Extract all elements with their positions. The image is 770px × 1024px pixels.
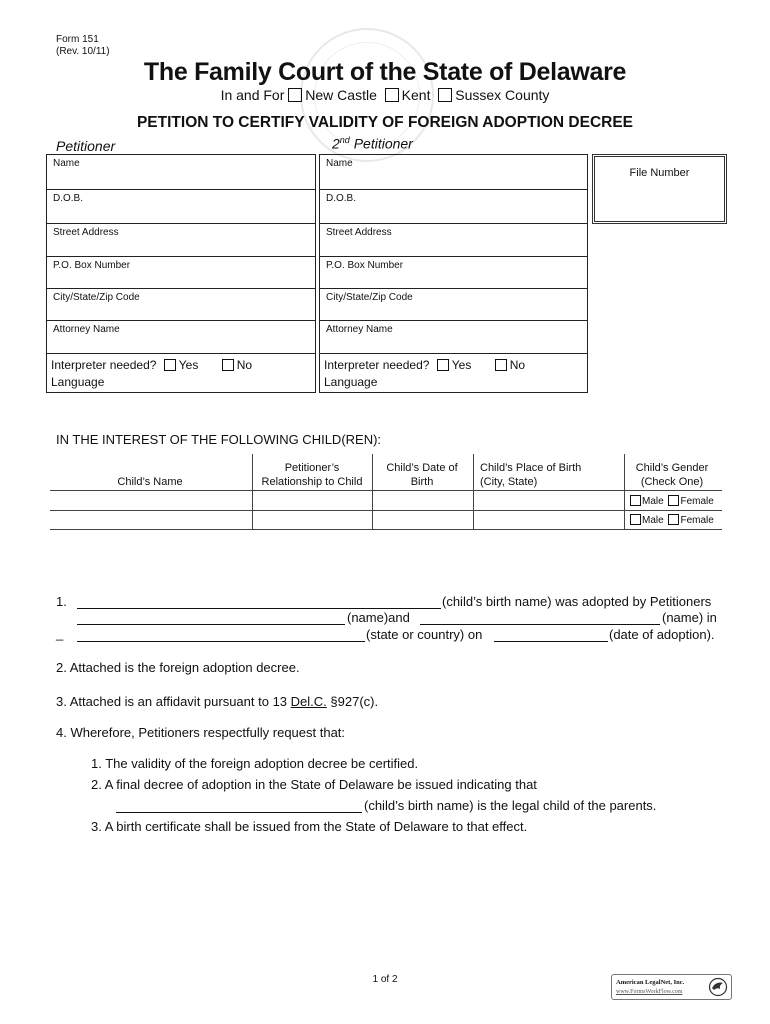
petitioner2-pobox-field[interactable] (319, 256, 588, 289)
field-label: P.O. Box Number (326, 260, 404, 271)
petitioner-street-field[interactable] (46, 223, 316, 257)
state-country-blank[interactable] (77, 641, 365, 642)
field-label: Street Address (53, 227, 119, 238)
col-place (475, 461, 605, 489)
petition-title: PETITION TO CERTIFY VALIDITY OF FOREIGN ADOPTION DECREE (136, 114, 634, 131)
female-label: Female (680, 496, 714, 507)
petitioner-heading: Petitioner (56, 138, 116, 154)
col-relationship (252, 461, 372, 489)
form-number: Form 151 (56, 34, 99, 45)
p1-text-c: (name) in (662, 610, 717, 625)
file-number-label: File Number (629, 167, 690, 179)
request-2-cont: (child’s birth name) is the legal child of the parents. (364, 798, 657, 813)
petitioner2-number: 2 (332, 135, 340, 152)
eagle-logo-icon (708, 977, 728, 997)
field-label: City/State/Zip Code (326, 292, 413, 303)
gender-row-1 (630, 495, 714, 507)
interpreter-yes-checkbox[interactable] (164, 359, 176, 371)
sussex-checkbox[interactable] (438, 88, 452, 102)
kent-checkbox[interactable] (385, 88, 399, 102)
field-label: P.O. Box Number (53, 260, 131, 271)
child-birth-name-blank[interactable] (77, 608, 441, 609)
field-label: Attorney Name (53, 324, 120, 335)
petitioner2-street-field[interactable] (319, 223, 588, 257)
language-label[interactable]: Language (324, 375, 378, 389)
legalnet-logo (611, 974, 732, 1000)
col-gender-line1: Child’s Gender (635, 462, 709, 474)
form-info (56, 34, 110, 58)
logo-line1: American LegalNet, Inc. (616, 979, 685, 986)
male-label: Male (642, 496, 664, 507)
col-dob-line2: Birth (410, 476, 434, 488)
request-3: 3. A birth certificate shall be issued from the State of Delaware to that effect. (91, 819, 528, 834)
request-2: 2. A final decree of adoption in the State of Delaware be issued indicating that (91, 777, 537, 792)
child-birth-name-blank-2[interactable] (116, 812, 362, 813)
table-row-rule (50, 510, 722, 511)
field-label: City/State/Zip Code (53, 292, 140, 303)
field-label: Attorney Name (326, 324, 393, 335)
new-castle-checkbox[interactable] (288, 88, 302, 102)
p1-text-e: (date of adoption). (609, 627, 715, 642)
col-place-line1: Child’s Place of Birth (480, 462, 582, 474)
county-prefix: In and For (220, 87, 285, 103)
yes-label: Yes (178, 358, 199, 372)
file-number-box[interactable] (592, 154, 727, 224)
p1-text-b: (name)and (347, 610, 410, 625)
p1-text-d: (state or country) on (366, 627, 483, 642)
request-1: 1. The validity of the foreign adoption decree be certified. (91, 756, 419, 771)
yes-label: Yes (451, 358, 472, 372)
table-col-rule (372, 454, 373, 530)
petitioner-pobox-field[interactable] (46, 256, 316, 289)
logo-line2: www.FormsWorkFlow.com (616, 989, 683, 995)
female-label: Female (680, 515, 714, 526)
p1-number: 1. (56, 594, 67, 609)
col-gender (622, 461, 722, 489)
petitioner2-interpreter-field (319, 353, 588, 393)
court-title: The Family Court of the State of Delaware (143, 58, 627, 86)
interpreter-label: Interpreter needed? (51, 358, 157, 372)
paragraph-4: 4. Wherefore, Petitioners respectfully request that: (56, 725, 346, 740)
paragraph-2: 2. Attached is the foreign adoption decree. (56, 660, 300, 675)
col-gender-line2: (Check One) (640, 476, 704, 488)
language-label[interactable]: Language (51, 375, 105, 389)
petitioner2-name-field[interactable] (319, 154, 588, 190)
col-childs-name: Child’s Name (117, 476, 183, 488)
page-number: 1 of 2 (372, 974, 398, 985)
field-label: Street Address (326, 227, 392, 238)
petitioner2-sup: nd (339, 135, 350, 145)
interpreter2-yes-checkbox[interactable] (437, 359, 449, 371)
no-label: No (236, 358, 253, 372)
petitioner2-dob-field[interactable] (319, 189, 588, 224)
p3-citation: Del.C. (290, 694, 327, 709)
interpreter-no-checkbox[interactable] (222, 359, 234, 371)
col-relationship-line2: Relationship to Child (261, 476, 363, 488)
petitioner2-attorney-field[interactable] (319, 320, 588, 354)
petitioner-name-field[interactable] (46, 154, 316, 190)
p3-section: §927(c). (326, 694, 379, 709)
interpreter2-no-checkbox[interactable] (495, 359, 507, 371)
female-checkbox[interactable] (668, 514, 679, 525)
field-label: D.O.B. (53, 193, 84, 204)
p3-text: 3. Attached is an affidavit pursuant to 13 (56, 694, 291, 709)
petitioner2-city-field[interactable] (319, 288, 588, 321)
male-label: Male (642, 515, 664, 526)
petitioner-dob-field[interactable] (46, 189, 316, 224)
table-col-rule (624, 454, 625, 530)
interpreter-label: Interpreter needed? (324, 358, 430, 372)
petitioner2-name-blank[interactable] (420, 624, 660, 625)
petitioner-name-blank[interactable] (77, 624, 345, 625)
col-relationship-line1: Petitioner’s (284, 462, 340, 474)
no-label: No (509, 358, 526, 372)
children-heading: IN THE INTEREST OF THE FOLLOWING CHILD(REN): (56, 432, 382, 447)
gender-row-2 (630, 514, 714, 526)
county-line (0, 87, 770, 103)
table-col-rule (473, 454, 474, 530)
table-col-rule (252, 454, 253, 530)
county-new-castle: New Castle (305, 87, 377, 103)
p1-text-a: (child’s birth name) was adopted by Petitioners (442, 594, 712, 609)
male-checkbox[interactable] (630, 514, 641, 525)
paragraph-3 (56, 694, 378, 709)
petitioner2-heading (332, 135, 413, 152)
female-checkbox[interactable] (668, 495, 679, 506)
col-dob-line1: Child’s Date of (386, 462, 458, 474)
county-kent: Kent (401, 87, 431, 103)
petitioner2-text: Petitioner (353, 135, 413, 152)
children-table (50, 454, 720, 530)
adoption-date-blank[interactable] (494, 641, 608, 642)
male-checkbox[interactable] (630, 495, 641, 506)
field-label: Name (53, 158, 80, 169)
petitioner-city-field[interactable] (46, 288, 316, 321)
form-revision: (Rev. 10/11) (56, 46, 110, 57)
table-header-rule (50, 490, 722, 491)
county-sussex: Sussex County (455, 87, 550, 103)
petitioner-attorney-field[interactable] (46, 320, 316, 354)
field-label: Name (326, 158, 353, 169)
p1-dash: _ (56, 626, 64, 641)
table-row-rule (50, 529, 722, 530)
petitioner-interpreter-field (46, 353, 316, 393)
col-place-line2: (City, State) (480, 476, 538, 488)
field-label: D.O.B. (326, 193, 357, 204)
col-dob (372, 461, 472, 489)
